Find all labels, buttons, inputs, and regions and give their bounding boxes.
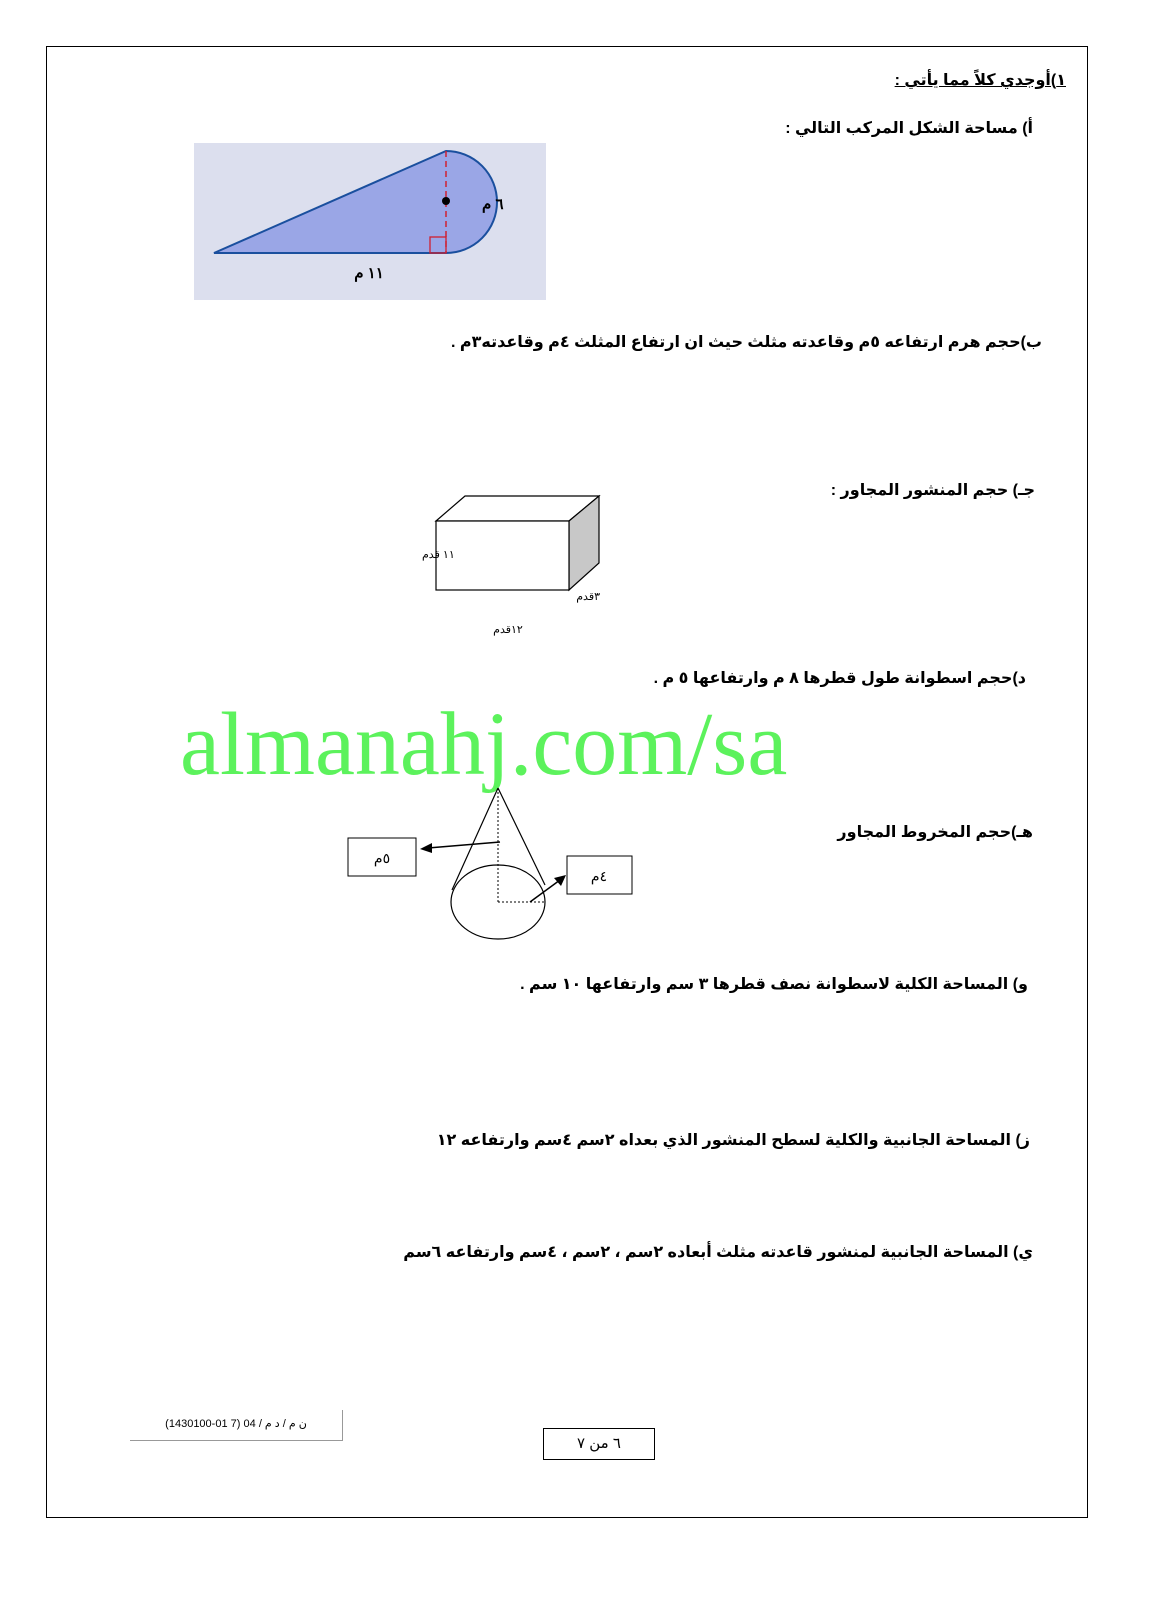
question-g: ز) المساحة الجانبية والكلية لسطح المنشور الذي بعداه ٢سم ٤سم وارتفاعه ١٢ <box>436 1132 1030 1149</box>
cone-figure <box>340 780 640 950</box>
section-heading: ١)أوجدي كلاً مما يأتي : <box>894 72 1066 89</box>
question-d: د)حجم اسطوانة طول قطرها ٨ م وارتفاعها ٥ م . <box>653 670 1026 687</box>
prism-depth-label: ٣قدم <box>576 591 600 603</box>
radius-label: ٤م <box>590 868 608 884</box>
composite-shape-figure <box>194 143 546 300</box>
slant-arrow <box>428 842 500 848</box>
radius-arrow-head <box>554 875 566 886</box>
question-e: هـ)حجم المخروط المجاور <box>837 824 1033 841</box>
center-point <box>442 197 450 205</box>
cone-left-edge <box>452 788 498 890</box>
watermark: almanahj.com/sa <box>180 695 788 794</box>
height-label: ٦ م <box>482 196 504 213</box>
prism-width-label: ١٢قدم <box>493 624 523 636</box>
question-a: أ) مساحة الشكل المركب التالي : <box>785 120 1033 137</box>
question-c: جـ) حجم المنشور المجاور : <box>830 482 1035 499</box>
prism-figure <box>360 490 650 640</box>
slant-arrow-head <box>420 843 432 853</box>
prism-front-face <box>436 521 569 590</box>
base-label: ١١ م <box>354 265 384 282</box>
page-number: ٦ من ٧ <box>543 1428 655 1460</box>
slant-label: ٥م <box>373 850 391 866</box>
question-h: ي) المساحة الجانبية لمنشور قاعدته مثلث أبعاده ٢سم ، ٢سم ، ٤سم وارتفاعه ٦سم <box>403 1244 1033 1261</box>
footer-code: ن م / د م / 04 (7 01-1430100) <box>130 1410 343 1441</box>
prism-height-label: ١١ قدم <box>422 549 455 561</box>
question-b: ب)حجم هرم ارتفاعه ٥م وقاعدته مثلث حيث ان ارتفاع المثلث ٤م وقاعدته٣م . <box>451 334 1042 351</box>
question-f: و) المساحة الكلية لاسطوانة نصف قطرها ٣ سم وارتفاعها ١٠ سم . <box>520 976 1028 993</box>
